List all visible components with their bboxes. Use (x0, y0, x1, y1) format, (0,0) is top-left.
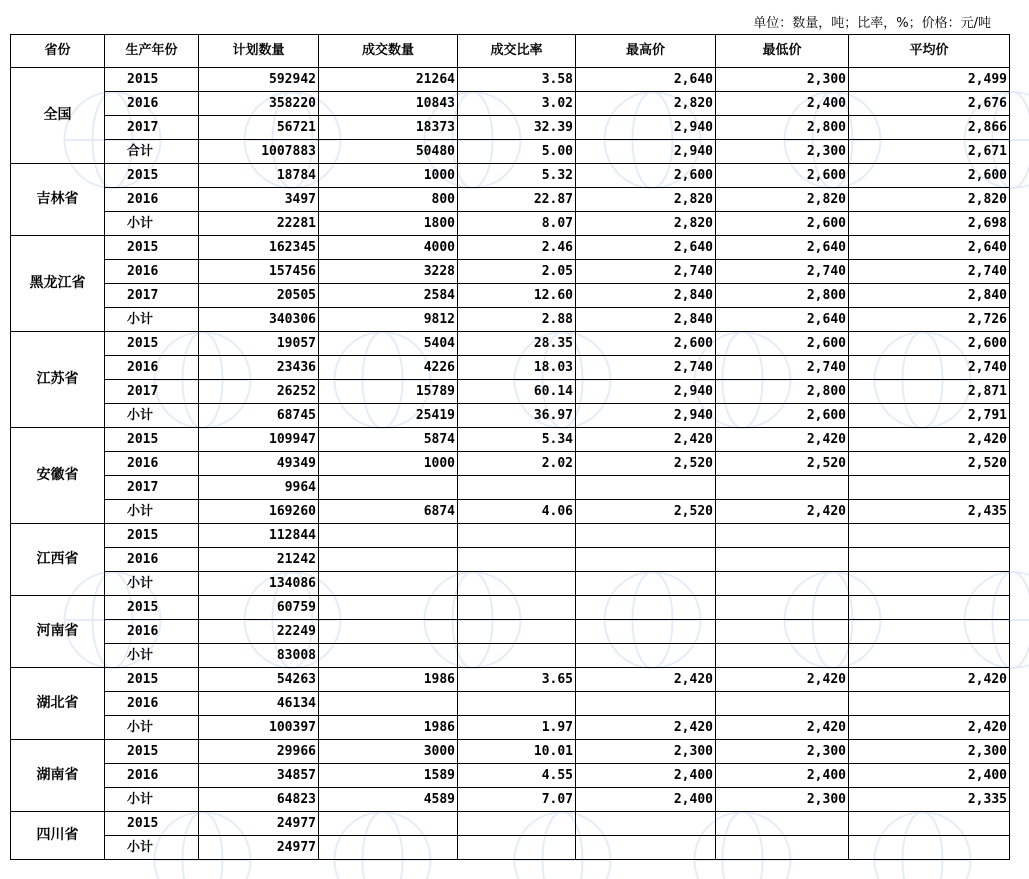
traded-qty-cell: 4000 (319, 236, 458, 260)
max-price-cell: 2,420 (576, 668, 716, 692)
planned-qty-cell: 100397 (199, 716, 319, 740)
min-price-cell: 2,420 (716, 500, 849, 524)
year-cell: 小计 (105, 212, 199, 236)
table-row (11, 116, 1010, 140)
traded-qty-cell: 800 (319, 188, 458, 212)
trade-ratio-cell: 10.01 (458, 740, 576, 764)
min-price-cell: 2,800 (716, 116, 849, 140)
planned-qty-cell: 21242 (199, 548, 319, 572)
avg-price-cell (849, 476, 1010, 500)
trade-ratio-cell: 12.60 (458, 284, 576, 308)
traded-qty-cell: 1589 (319, 764, 458, 788)
avg-price-cell: 2,499 (849, 68, 1010, 92)
planned-qty-cell: 592942 (199, 68, 319, 92)
table-row (11, 164, 1010, 188)
planned-qty-cell: 157456 (199, 260, 319, 284)
max-price-cell: 2,400 (576, 764, 716, 788)
planned-qty-cell: 162345 (199, 236, 319, 260)
table-row (11, 668, 1010, 692)
traded-qty-cell: 3000 (319, 740, 458, 764)
planned-qty-cell: 340306 (199, 308, 319, 332)
planned-qty-cell: 68745 (199, 404, 319, 428)
min-price-cell: 2,600 (716, 332, 849, 356)
trade-ratio-cell: 18.03 (458, 356, 576, 380)
max-price-cell: 2,840 (576, 308, 716, 332)
min-price-cell (716, 596, 849, 620)
traded-qty-cell: 5404 (319, 332, 458, 356)
table-row (11, 596, 1010, 620)
traded-qty-cell: 4226 (319, 356, 458, 380)
avg-price-cell (849, 572, 1010, 596)
max-price-cell: 2,640 (576, 236, 716, 260)
planned-qty-cell: 358220 (199, 92, 319, 116)
planned-qty-cell: 83008 (199, 644, 319, 668)
max-price-cell: 2,940 (576, 404, 716, 428)
min-price-cell: 2,600 (716, 212, 849, 236)
min-price-cell (716, 692, 849, 716)
year-cell: 小计 (105, 836, 199, 860)
avg-price-cell: 2,420 (849, 668, 1010, 692)
planned-qty-cell: 112844 (199, 524, 319, 548)
avg-price-cell: 2,420 (849, 716, 1010, 740)
auction-results-table (10, 34, 1010, 860)
trade-ratio-cell: 3.65 (458, 668, 576, 692)
trade-ratio-cell (458, 572, 576, 596)
traded-qty-cell: 15789 (319, 380, 458, 404)
traded-qty-cell: 1000 (319, 452, 458, 476)
trade-ratio-cell (458, 692, 576, 716)
min-price-cell: 2,740 (716, 356, 849, 380)
avg-price-cell: 2,435 (849, 500, 1010, 524)
header-max-price: 最高价 (576, 35, 716, 68)
header-avg-price: 平均价 (849, 35, 1010, 68)
max-price-cell: 2,940 (576, 140, 716, 164)
year-cell: 小计 (105, 500, 199, 524)
year-cell: 小计 (105, 644, 199, 668)
unit-note: 单位：数量，吨；比率，%；价格：元/吨 (753, 16, 991, 31)
min-price-cell: 2,400 (716, 92, 849, 116)
table-row (11, 332, 1010, 356)
table-row (11, 740, 1010, 764)
traded-qty-cell: 18373 (319, 116, 458, 140)
year-cell: 2017 (105, 476, 199, 500)
province-cell: 吉林省 (11, 164, 105, 236)
avg-price-cell: 2,820 (849, 188, 1010, 212)
year-cell: 2015 (105, 596, 199, 620)
avg-price-cell: 2,640 (849, 236, 1010, 260)
min-price-cell: 2,520 (716, 452, 849, 476)
planned-qty-cell: 46134 (199, 692, 319, 716)
planned-qty-cell: 24977 (199, 812, 319, 836)
trade-ratio-cell: 60.14 (458, 380, 576, 404)
avg-price-cell (849, 692, 1010, 716)
year-cell: 2015 (105, 68, 199, 92)
trade-ratio-cell: 4.06 (458, 500, 576, 524)
year-cell: 2016 (105, 260, 199, 284)
year-cell: 小计 (105, 404, 199, 428)
table-row (11, 812, 1010, 836)
max-price-cell (576, 548, 716, 572)
trade-ratio-cell: 3.02 (458, 92, 576, 116)
min-price-cell: 2,800 (716, 284, 849, 308)
header-row (11, 35, 1010, 68)
max-price-cell: 2,820 (576, 188, 716, 212)
trade-ratio-cell: 32.39 (458, 116, 576, 140)
year-cell: 2016 (105, 548, 199, 572)
avg-price-cell (849, 524, 1010, 548)
province-cell: 湖北省 (11, 668, 105, 740)
planned-qty-cell: 34857 (199, 764, 319, 788)
min-price-cell (716, 812, 849, 836)
avg-price-cell: 2,520 (849, 452, 1010, 476)
table-body (11, 68, 1010, 860)
planned-qty-cell: 19057 (199, 332, 319, 356)
avg-price-cell: 2,676 (849, 92, 1010, 116)
year-cell: 2015 (105, 812, 199, 836)
traded-qty-cell: 1986 (319, 668, 458, 692)
table-row (11, 308, 1010, 332)
planned-qty-cell: 9964 (199, 476, 319, 500)
avg-price-cell: 2,840 (849, 284, 1010, 308)
province-cell: 黑龙江省 (11, 236, 105, 332)
max-price-cell: 2,820 (576, 92, 716, 116)
planned-qty-cell: 60759 (199, 596, 319, 620)
header-province: 省份 (11, 35, 105, 68)
max-price-cell: 2,520 (576, 500, 716, 524)
province-cell: 四川省 (11, 812, 105, 860)
planned-qty-cell: 54263 (199, 668, 319, 692)
province-cell: 安徽省 (11, 428, 105, 524)
avg-price-cell: 2,871 (849, 380, 1010, 404)
table-row (11, 380, 1010, 404)
table-row (11, 620, 1010, 644)
traded-qty-cell: 4589 (319, 788, 458, 812)
min-price-cell: 2,300 (716, 68, 849, 92)
min-price-cell (716, 836, 849, 860)
trade-ratio-cell (458, 524, 576, 548)
year-cell: 2015 (105, 428, 199, 452)
table-row (11, 500, 1010, 524)
avg-price-cell: 2,600 (849, 164, 1010, 188)
min-price-cell: 2,420 (716, 716, 849, 740)
planned-qty-cell: 1007883 (199, 140, 319, 164)
table-row (11, 284, 1010, 308)
trade-ratio-cell: 1.97 (458, 716, 576, 740)
year-cell: 2016 (105, 692, 199, 716)
year-cell: 2016 (105, 452, 199, 476)
year-cell: 小计 (105, 572, 199, 596)
max-price-cell: 2,520 (576, 452, 716, 476)
min-price-cell: 2,600 (716, 404, 849, 428)
avg-price-cell: 2,866 (849, 116, 1010, 140)
traded-qty-cell: 1986 (319, 716, 458, 740)
table-row (11, 572, 1010, 596)
year-cell: 2015 (105, 524, 199, 548)
trade-ratio-cell (458, 476, 576, 500)
min-price-cell: 2,640 (716, 308, 849, 332)
max-price-cell: 2,420 (576, 716, 716, 740)
min-price-cell (716, 572, 849, 596)
traded-qty-cell: 3228 (319, 260, 458, 284)
max-price-cell (576, 644, 716, 668)
max-price-cell (576, 692, 716, 716)
max-price-cell (576, 476, 716, 500)
avg-price-cell: 2,671 (849, 140, 1010, 164)
max-price-cell: 2,300 (576, 740, 716, 764)
year-cell: 小计 (105, 788, 199, 812)
table-row (11, 236, 1010, 260)
min-price-cell (716, 620, 849, 644)
year-cell: 2015 (105, 164, 199, 188)
year-cell: 2016 (105, 188, 199, 212)
avg-price-cell (849, 620, 1010, 644)
max-price-cell: 2,400 (576, 788, 716, 812)
min-price-cell: 2,640 (716, 236, 849, 260)
traded-qty-cell (319, 692, 458, 716)
avg-price-cell: 2,740 (849, 260, 1010, 284)
table-row (11, 92, 1010, 116)
max-price-cell (576, 620, 716, 644)
province-cell: 江苏省 (11, 332, 105, 428)
max-price-cell: 2,940 (576, 380, 716, 404)
traded-qty-cell: 9812 (319, 308, 458, 332)
traded-qty-cell: 5874 (319, 428, 458, 452)
avg-price-cell: 2,726 (849, 308, 1010, 332)
planned-qty-cell: 22281 (199, 212, 319, 236)
planned-qty-cell: 64823 (199, 788, 319, 812)
planned-qty-cell: 24977 (199, 836, 319, 860)
table-row (11, 140, 1010, 164)
max-price-cell (576, 812, 716, 836)
min-price-cell: 2,300 (716, 140, 849, 164)
table-row (11, 452, 1010, 476)
min-price-cell: 2,420 (716, 668, 849, 692)
table-row (11, 548, 1010, 572)
table-row (11, 356, 1010, 380)
max-price-cell: 2,740 (576, 260, 716, 284)
planned-qty-cell: 23436 (199, 356, 319, 380)
avg-price-cell (849, 596, 1010, 620)
trade-ratio-cell: 22.87 (458, 188, 576, 212)
avg-price-cell: 2,420 (849, 428, 1010, 452)
min-price-cell (716, 476, 849, 500)
year-cell: 2015 (105, 668, 199, 692)
min-price-cell (716, 548, 849, 572)
max-price-cell (576, 524, 716, 548)
table-row (11, 404, 1010, 428)
year-cell: 2016 (105, 764, 199, 788)
planned-qty-cell: 20505 (199, 284, 319, 308)
avg-price-cell: 2,791 (849, 404, 1010, 428)
table-row (11, 524, 1010, 548)
min-price-cell: 2,300 (716, 740, 849, 764)
planned-qty-cell: 169260 (199, 500, 319, 524)
max-price-cell: 2,940 (576, 116, 716, 140)
table-row (11, 716, 1010, 740)
traded-qty-cell: 50480 (319, 140, 458, 164)
table-row (11, 692, 1010, 716)
traded-qty-cell: 6874 (319, 500, 458, 524)
year-cell: 2016 (105, 356, 199, 380)
avg-price-cell: 2,600 (849, 332, 1010, 356)
trade-ratio-cell (458, 644, 576, 668)
avg-price-cell: 2,335 (849, 788, 1010, 812)
traded-qty-cell: 25419 (319, 404, 458, 428)
trade-ratio-cell: 2.88 (458, 308, 576, 332)
max-price-cell: 2,640 (576, 68, 716, 92)
trade-ratio-cell: 2.46 (458, 236, 576, 260)
table-row (11, 476, 1010, 500)
table-row (11, 212, 1010, 236)
year-cell: 小计 (105, 716, 199, 740)
min-price-cell: 2,300 (716, 788, 849, 812)
trade-ratio-cell: 28.35 (458, 332, 576, 356)
province-cell: 河南省 (11, 596, 105, 668)
min-price-cell: 2,740 (716, 260, 849, 284)
min-price-cell: 2,820 (716, 188, 849, 212)
max-price-cell: 2,840 (576, 284, 716, 308)
header-min-price: 最低价 (716, 35, 849, 68)
table-row (11, 764, 1010, 788)
traded-qty-cell: 21264 (319, 68, 458, 92)
year-cell: 2016 (105, 620, 199, 644)
planned-qty-cell: 22249 (199, 620, 319, 644)
trade-ratio-cell (458, 548, 576, 572)
year-cell: 2015 (105, 236, 199, 260)
planned-qty-cell: 18784 (199, 164, 319, 188)
province-cell: 湖南省 (11, 740, 105, 812)
trade-ratio-cell: 8.07 (458, 212, 576, 236)
header-trade-ratio: 成交比率 (458, 35, 576, 68)
trade-ratio-cell (458, 596, 576, 620)
header-traded-qty: 成交数量 (319, 35, 458, 68)
avg-price-cell (849, 812, 1010, 836)
trade-ratio-cell: 3.58 (458, 68, 576, 92)
traded-qty-cell: 1800 (319, 212, 458, 236)
avg-price-cell (849, 836, 1010, 860)
year-cell: 2017 (105, 284, 199, 308)
trade-ratio-cell (458, 812, 576, 836)
trade-ratio-cell (458, 836, 576, 860)
max-price-cell (576, 836, 716, 860)
traded-qty-cell (319, 596, 458, 620)
traded-qty-cell (319, 836, 458, 860)
trade-ratio-cell: 2.05 (458, 260, 576, 284)
trade-ratio-cell: 5.00 (458, 140, 576, 164)
max-price-cell (576, 572, 716, 596)
year-cell: 2015 (105, 332, 199, 356)
traded-qty-cell: 1000 (319, 164, 458, 188)
table-row (11, 68, 1010, 92)
year-cell: 2015 (105, 740, 199, 764)
province-cell: 江西省 (11, 524, 105, 596)
table-row (11, 836, 1010, 860)
planned-qty-cell: 49349 (199, 452, 319, 476)
avg-price-cell: 2,740 (849, 356, 1010, 380)
year-cell: 合计 (105, 140, 199, 164)
min-price-cell (716, 524, 849, 548)
max-price-cell: 2,600 (576, 164, 716, 188)
year-cell: 2017 (105, 116, 199, 140)
avg-price-cell: 2,698 (849, 212, 1010, 236)
max-price-cell: 2,820 (576, 212, 716, 236)
traded-qty-cell (319, 620, 458, 644)
max-price-cell: 2,740 (576, 356, 716, 380)
traded-qty-cell (319, 476, 458, 500)
min-price-cell (716, 644, 849, 668)
trade-ratio-cell: 4.55 (458, 764, 576, 788)
avg-price-cell: 2,300 (849, 740, 1010, 764)
traded-qty-cell: 2584 (319, 284, 458, 308)
planned-qty-cell: 109947 (199, 428, 319, 452)
province-cell: 全国 (11, 68, 105, 164)
planned-qty-cell: 3497 (199, 188, 319, 212)
traded-qty-cell (319, 644, 458, 668)
year-cell: 2016 (105, 92, 199, 116)
header-year: 生产年份 (105, 35, 199, 68)
trade-ratio-cell: 2.02 (458, 452, 576, 476)
table-row (11, 188, 1010, 212)
trade-ratio-cell: 36.97 (458, 404, 576, 428)
trade-ratio-cell: 5.34 (458, 428, 576, 452)
traded-qty-cell (319, 548, 458, 572)
traded-qty-cell: 10843 (319, 92, 458, 116)
max-price-cell (576, 596, 716, 620)
planned-qty-cell: 56721 (199, 116, 319, 140)
traded-qty-cell (319, 524, 458, 548)
planned-qty-cell: 134086 (199, 572, 319, 596)
traded-qty-cell (319, 572, 458, 596)
table-row (11, 644, 1010, 668)
trade-ratio-cell: 5.32 (458, 164, 576, 188)
year-cell: 小计 (105, 308, 199, 332)
trade-ratio-cell (458, 620, 576, 644)
max-price-cell: 2,600 (576, 332, 716, 356)
year-cell: 2017 (105, 380, 199, 404)
avg-price-cell (849, 548, 1010, 572)
table-row (11, 260, 1010, 284)
table-row (11, 428, 1010, 452)
min-price-cell: 2,420 (716, 428, 849, 452)
avg-price-cell: 2,400 (849, 764, 1010, 788)
min-price-cell: 2,600 (716, 164, 849, 188)
trade-ratio-cell: 7.07 (458, 788, 576, 812)
min-price-cell: 2,800 (716, 380, 849, 404)
avg-price-cell (849, 644, 1010, 668)
max-price-cell: 2,420 (576, 428, 716, 452)
table-row (11, 788, 1010, 812)
traded-qty-cell (319, 812, 458, 836)
header-planned-qty: 计划数量 (199, 35, 319, 68)
min-price-cell: 2,400 (716, 764, 849, 788)
planned-qty-cell: 29966 (199, 740, 319, 764)
planned-qty-cell: 26252 (199, 380, 319, 404)
